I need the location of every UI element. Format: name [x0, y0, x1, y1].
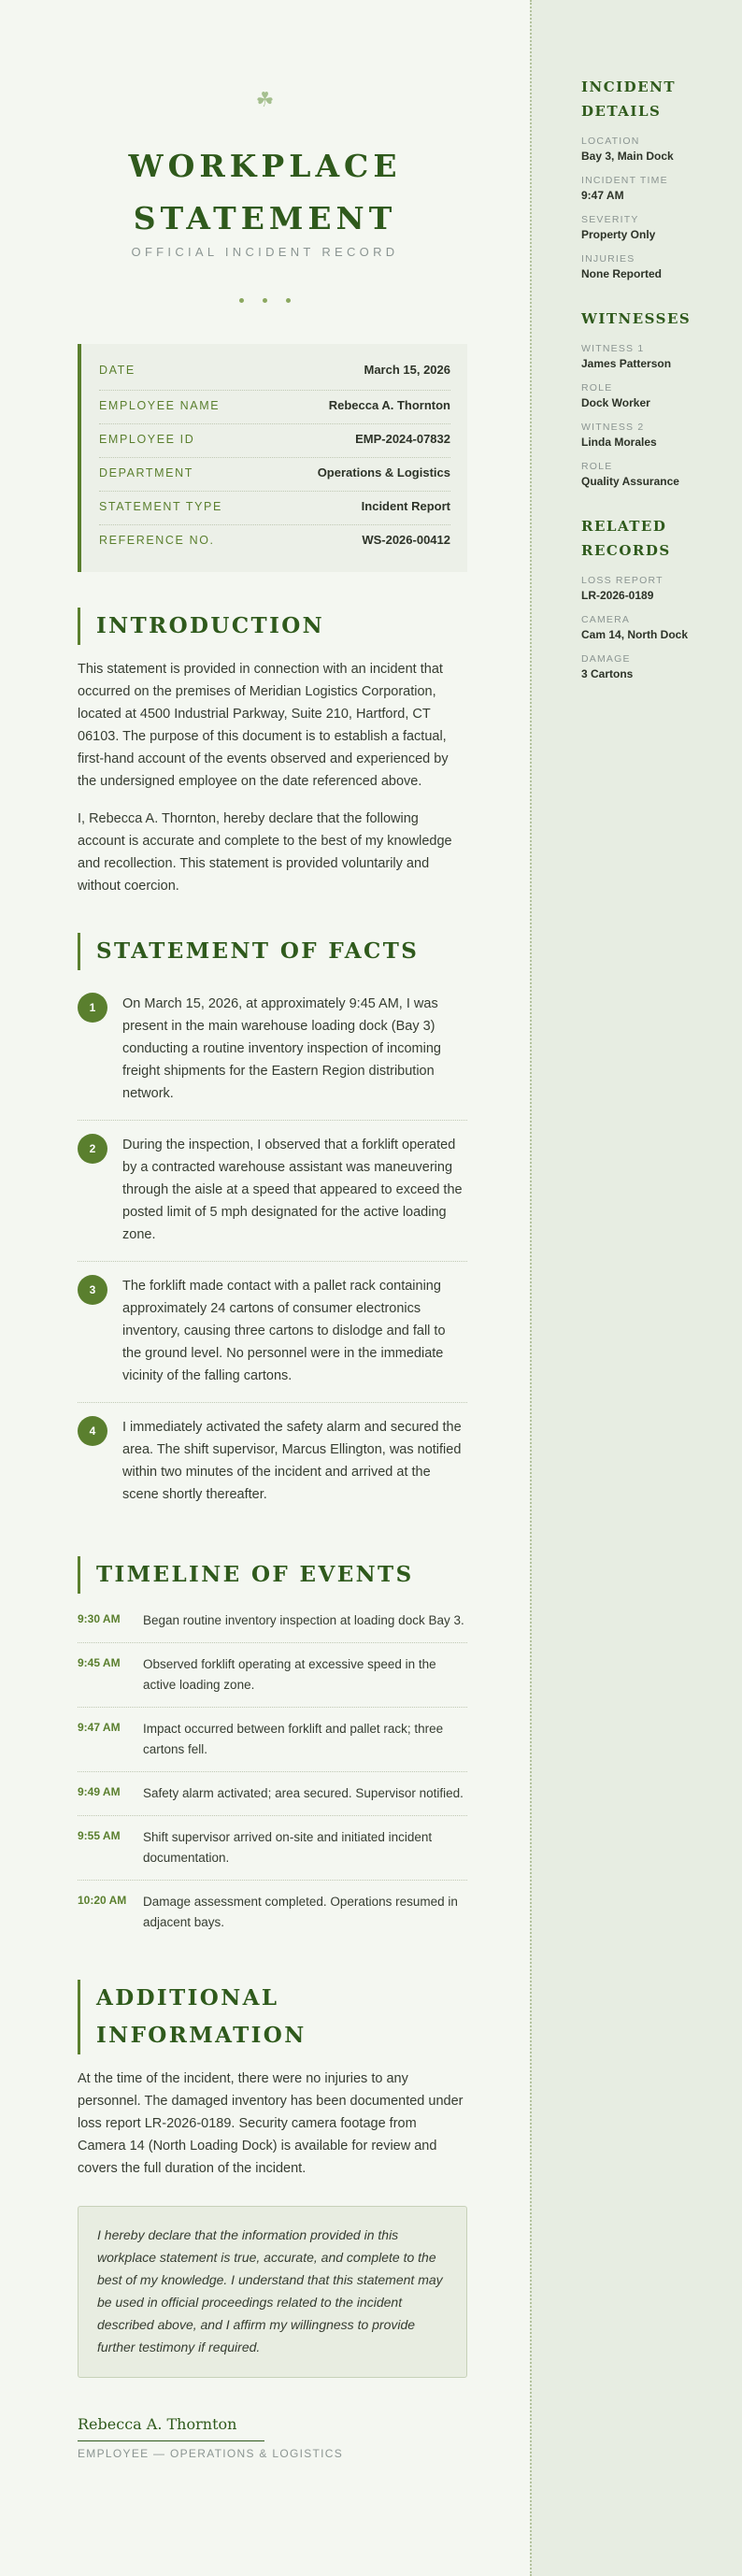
- info-row-employee-name: [99, 391, 450, 424]
- sidebar-value: Quality Assurance: [581, 475, 679, 488]
- sidebar-related-records: [581, 514, 723, 682]
- timeline-time: 9:30 AM: [78, 1612, 121, 1625]
- info-label: STATEMENT TYPE: [99, 500, 222, 513]
- timeline-time: 9:49 AM: [78, 1785, 121, 1798]
- info-row-statement-type: [99, 492, 450, 525]
- info-value: Rebecca A. Thornton: [328, 398, 450, 412]
- info-value: Operations & Logistics: [317, 465, 450, 479]
- dot-divider: [0, 298, 530, 303]
- sidebar-label: ROLE: [581, 461, 613, 472]
- info-row-employee-id: [99, 424, 450, 458]
- additional-paragraph: At the time of the incident, there were no injuries to any personnel. The damaged inventory has been documented under loss report LR-2026-0189. Security camera footage from Camera 14 (North Loading Dock) is available for review and covers the full duration of the incident.: [78, 2071, 464, 2176]
- additional-info-section: [78, 1980, 467, 2180]
- introduction-section: [78, 608, 467, 897]
- timeline-description: Shift supervisor arrived on-site and initiated incident documentation.: [143, 1830, 433, 1865]
- timeline-description: Began routine inventory inspection at loading dock Bay 3.: [143, 1613, 464, 1627]
- info-value: Incident Report: [361, 499, 450, 513]
- sidebar-label: DAMAGE: [581, 653, 631, 665]
- sidebar-item-witness-1: [581, 342, 723, 372]
- fact-text: On March 15, 2026, at approximately 9:45 AM, I was present in the main warehouse loading dock (Bay 3) conducting a routine inventory inspection of incoming freight shipments for the Eastern Region distribution network.: [122, 996, 441, 1101]
- fact-text: During the inspection, I observed that a forklift operated by a contracted warehouse assistant was maneuvering through the aisle at a speed that appeared to exceed the posted limit of 5 mph designated for the active loading zone.: [122, 1138, 463, 1242]
- timeline-section: [78, 1556, 467, 1944]
- page-subtitle: OFFICIAL INCIDENT RECORD: [131, 245, 399, 259]
- sidebar-item-loss-report: [581, 574, 723, 604]
- info-label: DEPARTMENT: [99, 466, 193, 479]
- timeline-row: [78, 1881, 467, 1944]
- sidebar-item-camera: [581, 613, 723, 643]
- section-heading: INTRODUCTION: [78, 608, 467, 645]
- sidebar-label: CAMERA: [581, 614, 631, 625]
- sidebar-value: James Patterson: [581, 357, 672, 370]
- sidebar-heading: [581, 514, 723, 563]
- section-heading: STATEMENT OF FACTS: [78, 933, 467, 970]
- fact-text: I immediately activated the safety alarm and secured the area. The shift supervisor, Marcus Ellington, was notified within two minutes of the incident and arrived at the scene shortly thereafter.: [122, 1420, 462, 1502]
- fact-item: [78, 1262, 467, 1403]
- info-row-department: [99, 458, 450, 492]
- dot-icon: [286, 298, 291, 303]
- sidebar-incident-details: [581, 75, 723, 282]
- section-heading: TIMELINE OF EVENTS: [78, 1556, 467, 1594]
- intro-paragraph: I, Rebecca A. Thornton, hereby declare that the following account is accurate and complete to the best of my knowledge and recollection. This statement is provided voluntarily and without coercion.: [78, 811, 452, 894]
- timeline-row: [78, 1605, 467, 1643]
- document-header: [0, 0, 530, 303]
- sidebar-value: Bay 3, Main Dock: [581, 150, 674, 163]
- timeline-time: 9:47 AM: [78, 1721, 121, 1734]
- facts-section: [78, 933, 467, 1521]
- timeline-description: Damage assessment completed. Operations resumed in adjacent bays.: [143, 1895, 458, 1929]
- sidebar-value: 3 Cartons: [581, 667, 634, 680]
- sidebar-item-severity: [581, 213, 723, 243]
- timeline-description: Observed forklift operating at excessive speed in the active loading zone.: [143, 1657, 436, 1692]
- fact-item: [78, 1121, 467, 1262]
- timeline-row: [78, 1708, 467, 1772]
- timeline-description: Safety alarm activated; area secured. Supervisor notified.: [143, 1786, 464, 1800]
- employee-info-card: [78, 344, 467, 572]
- info-row-reference-no: [99, 525, 450, 559]
- sidebar-value: LR-2026-0189: [581, 589, 654, 602]
- info-label: DATE: [99, 364, 136, 377]
- info-value: WS-2026-00412: [362, 533, 450, 547]
- page-title: [0, 140, 530, 245]
- declaration-box: I hereby declare that the information provided in this workplace statement is true, accurate, and complete to the best of my knowledge. I understand that this statement may be used in official proceedings related to the incident described above, and I affirm my willingness to provide further testimony if required.: [78, 2206, 467, 2378]
- fact-item: [78, 993, 467, 1121]
- sidebar-item-damage: [581, 652, 723, 682]
- sidebar-item-witness-2: [581, 421, 723, 451]
- sidebar-value: Dock Worker: [581, 396, 650, 409]
- sidebar-heading: [581, 75, 723, 123]
- info-value: March 15, 2026: [364, 363, 450, 377]
- fact-number-badge: 2: [78, 1134, 107, 1164]
- info-label: EMPLOYEE NAME: [99, 399, 221, 412]
- dot-icon: [239, 298, 244, 303]
- sidebar-item-role-2: [581, 460, 723, 490]
- info-label: EMPLOYEE ID: [99, 433, 195, 446]
- sidebar-label: LOSS REPORT: [581, 575, 664, 586]
- sidebar-label: SEVERITY: [581, 214, 639, 225]
- sidebar-label: INCIDENT TIME: [581, 175, 668, 186]
- heading-line-2: INFORMATION: [96, 2023, 307, 2048]
- sidebar-label: LOCATION: [581, 136, 640, 147]
- signature-role: EMPLOYEE — OPERATIONS & LOGISTICS: [78, 2447, 344, 2460]
- timeline-row: [78, 1643, 467, 1708]
- facts-list: [78, 993, 467, 1521]
- sidebar-item-role-1: [581, 381, 723, 411]
- sidebar-label: WITNESS 2: [581, 422, 645, 433]
- heading-line-1: ADDITIONAL: [96, 1985, 279, 2011]
- fact-number-badge: 4: [78, 1416, 107, 1446]
- sidebar-item-injuries: [581, 252, 723, 282]
- timeline-time: 9:55 AM: [78, 1829, 121, 1842]
- title-line-1: WORKPLACE: [128, 148, 402, 184]
- intro-paragraph: This statement is provided in connection with an incident that occurred on the premises of Meridian Logistics Corporation, located at 4500 Industrial Parkway, Suite 210, Hartford, CT 06103. The purpose of this document is to establish a factual, first-hand account of the events observed and experienced by the undersigned employee on the date referenced above.: [78, 662, 449, 789]
- dot-icon: [263, 298, 267, 303]
- shamrock-icon: ☘: [255, 89, 275, 112]
- timeline-time: 9:45 AM: [78, 1656, 121, 1669]
- sidebar-value: 9:47 AM: [581, 189, 624, 202]
- sidebar-label: ROLE: [581, 382, 613, 394]
- heading-line-1: INCIDENT: [581, 79, 676, 95]
- timeline-row: [78, 1816, 467, 1881]
- fact-text: The forklift made contact with a pallet rack containing approximately 24 cartons of consumer electronics inventory, causing three cartons to dislodge and fall to the ground level. No personnel were in the immediate vicinity of the falling cartons.: [122, 1279, 446, 1383]
- heading-line-1: RELATED: [581, 518, 667, 535]
- sidebar: [530, 0, 742, 2576]
- sidebar-label: INJURIES: [581, 253, 635, 265]
- title-line-2: STATEMENT: [133, 200, 397, 236]
- timeline-row: [78, 1772, 467, 1816]
- sidebar-item-location: [581, 135, 723, 165]
- heading-line-2: RECORDS: [581, 542, 671, 559]
- signature-name: Rebecca A. Thornton: [78, 2415, 264, 2441]
- sidebar-item-incident-time: [581, 174, 723, 204]
- sidebar-value: Cam 14, North Dock: [581, 628, 689, 641]
- sidebar-label: WITNESS 1: [581, 343, 645, 354]
- sidebar-value: Linda Morales: [581, 436, 657, 449]
- fact-number-badge: 1: [78, 993, 107, 1023]
- info-value: EMP-2024-07832: [355, 432, 450, 446]
- sidebar-value: Property Only: [581, 228, 656, 241]
- fact-item: [78, 1403, 467, 1521]
- content: [0, 344, 467, 2460]
- timeline-list: [78, 1605, 467, 1944]
- timeline-description: Impact occurred between forklift and pallet rack; three cartons fell.: [143, 1722, 444, 1756]
- fact-number-badge: 3: [78, 1275, 107, 1305]
- sidebar-witnesses: [581, 307, 723, 490]
- sidebar-value: None Reported: [581, 267, 663, 280]
- signature-block: [78, 2415, 467, 2460]
- info-row-date: [99, 363, 450, 391]
- heading-line-2: DETAILS: [581, 103, 662, 120]
- timeline-time: 10:20 AM: [78, 1894, 127, 1907]
- info-label: REFERENCE NO.: [99, 534, 215, 547]
- section-heading: [78, 1980, 467, 2054]
- sidebar-heading: WITNESSES: [581, 310, 692, 327]
